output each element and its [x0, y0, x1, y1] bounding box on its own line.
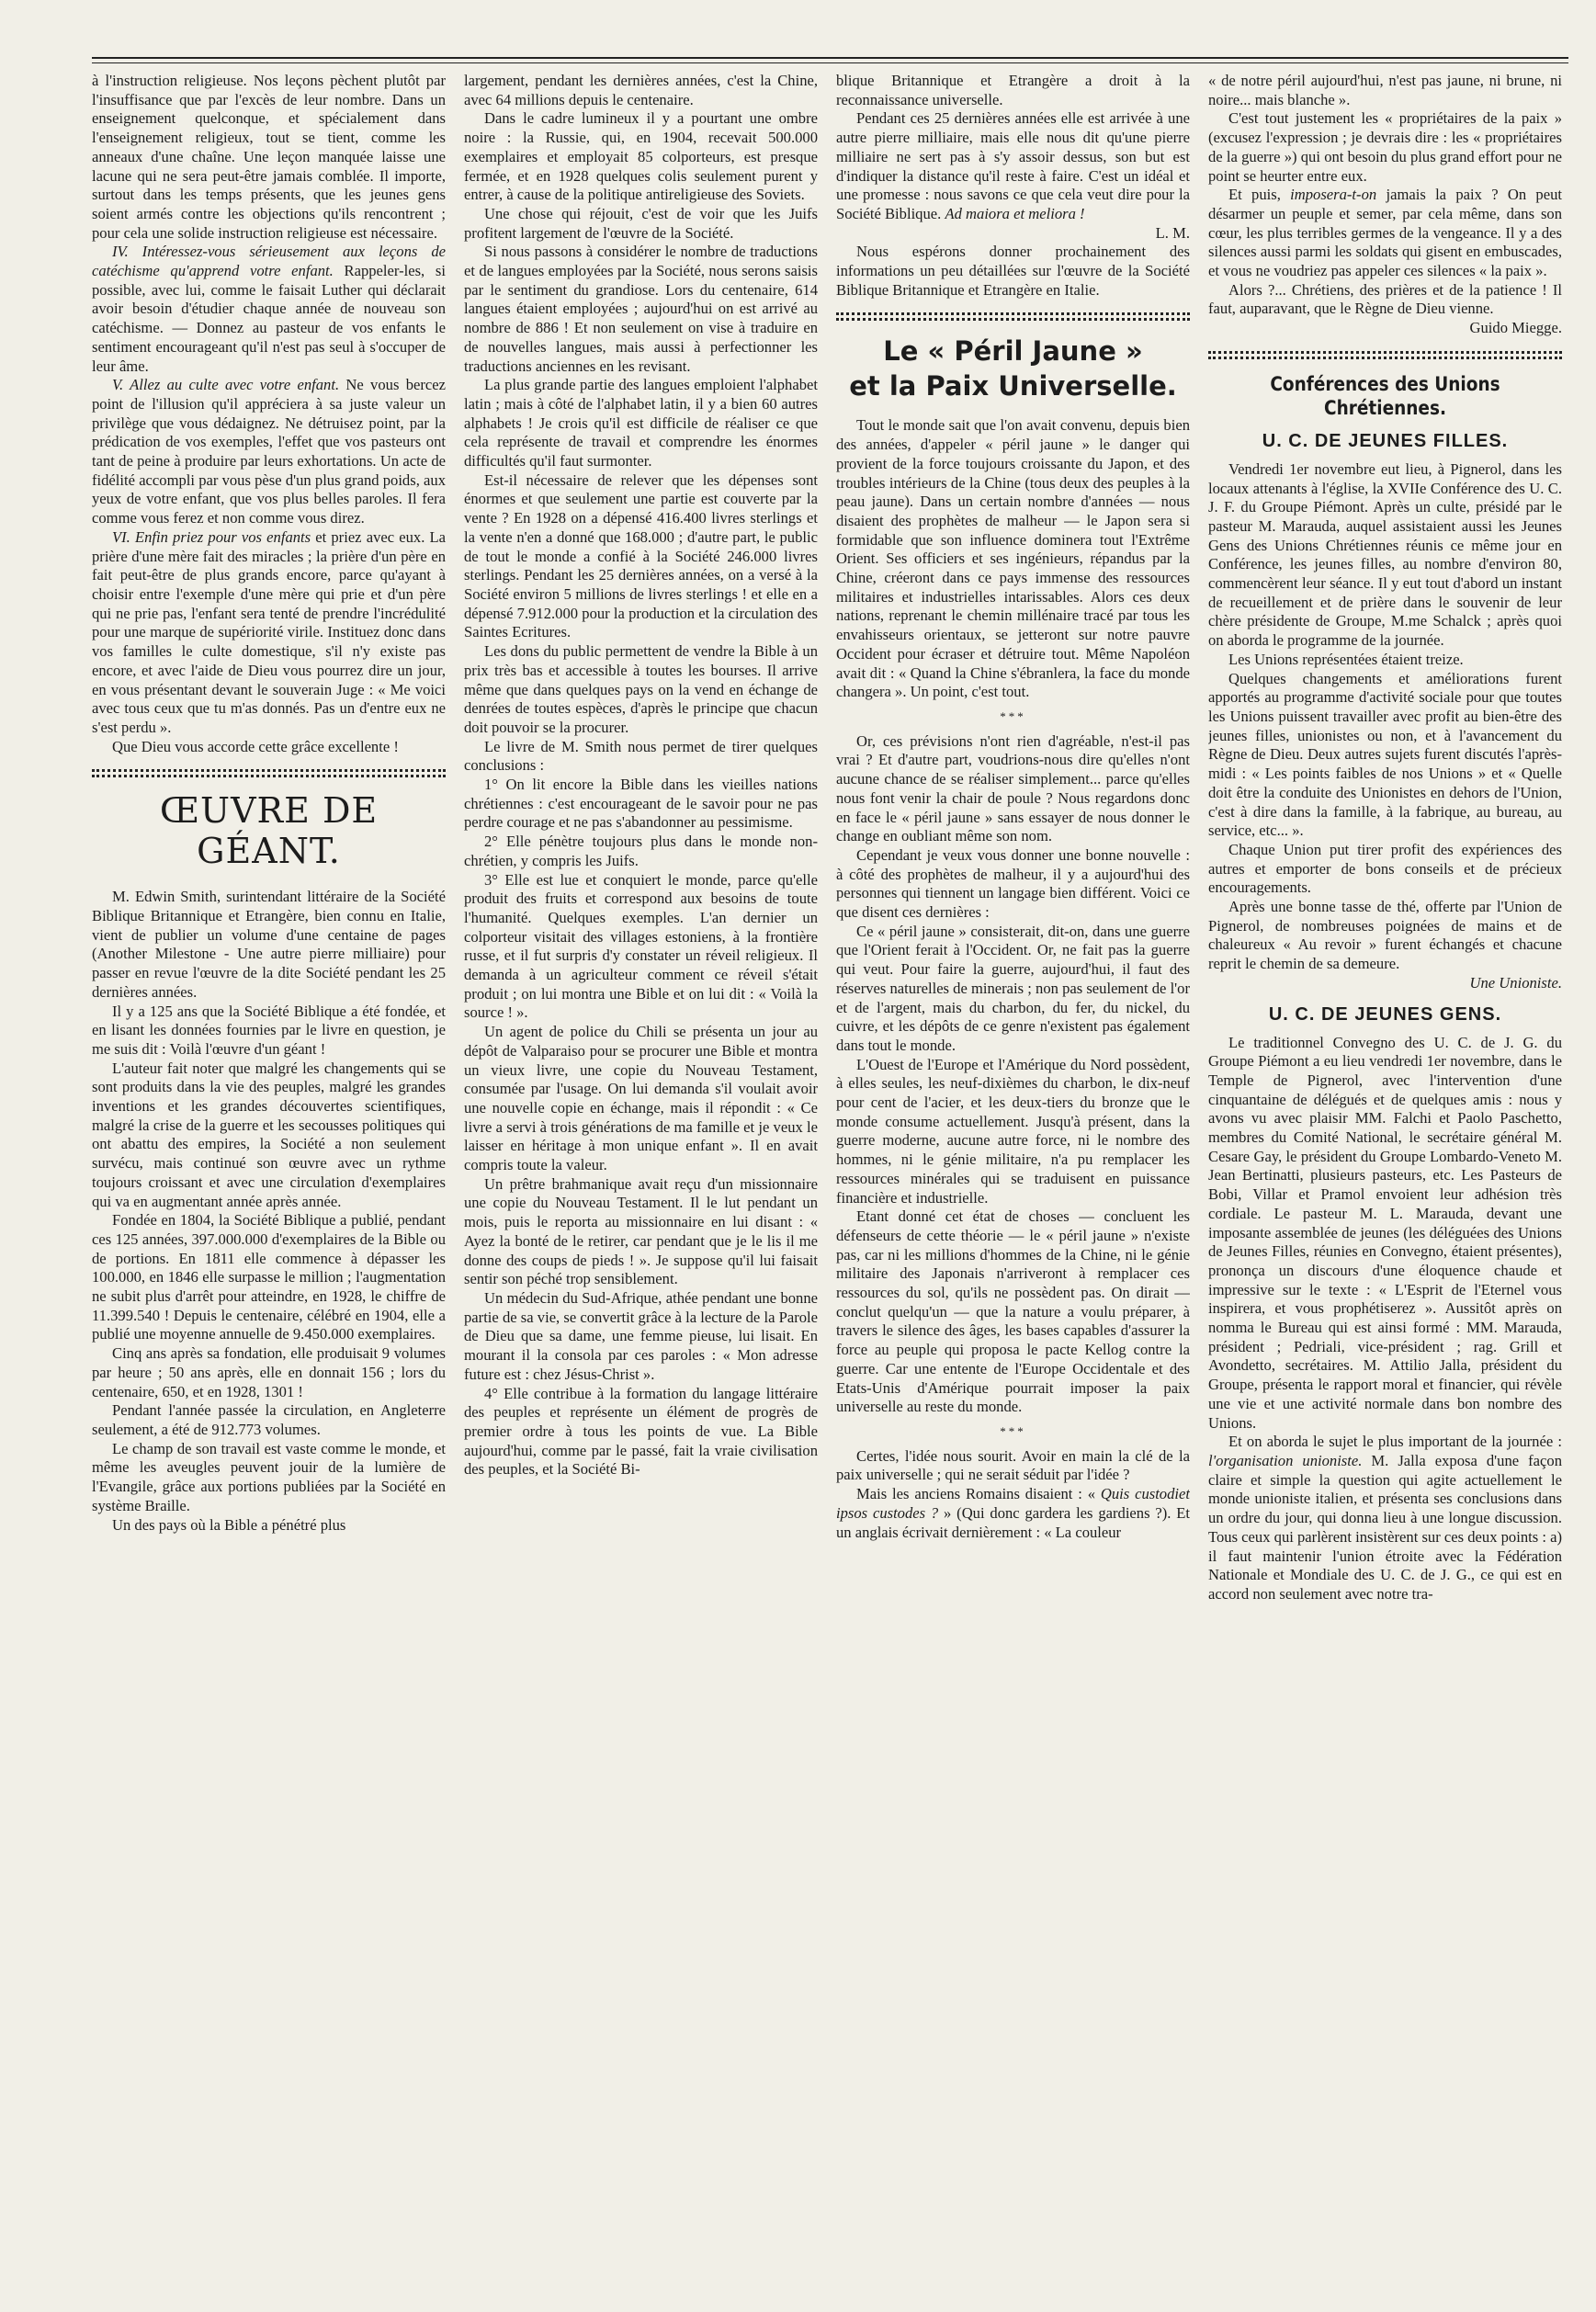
column-4: [1208, 72, 1562, 2303]
paragraph: Les Unions représentées étaient treize.: [1228, 650, 1464, 668]
paragraph: Un agent de police du Chili se présenta un jour au dépôt de Valparaiso pour se procurer une Bible et montra un vieux livre, une copie du Nouveau Testament, consumée par l'usage. On lui demanda s'il voulait avoir une nouvelle copie en échange, mais il répondit : « Ce livre a servi à trois générations de ma famille et je veux le laisser en héritage à mon unique enfant ». Il en avait compris toute la valeur.: [464, 1023, 818, 1174]
paragraph-body: jamais la paix ? On peut désarmer un peuple et semer, par cela même, dans son cœur, les plus terribles germes de la vengeance. Il y a des silences aussi parmi les soldats qui gisent en embuscades, et vous ne voudriez pas appeler ces silences « la paix ».: [1208, 186, 1562, 280]
paragraph: Certes, l'idée nous sourit. Avoir en main la clé de la paix universelle ; qui ne serait séduit par l'idée ?: [836, 1446, 1190, 1484]
paragraph: « de notre péril aujourd'hui, n'est pas jaune, ni brune, ni noire... mais blanche ».: [1208, 72, 1562, 108]
paragraph: [92, 376, 446, 528]
paragraph-lead: V. Allez au culte avec votre enfant.: [112, 376, 340, 394]
paragraph-body: Pendant ces 25 dernières années elle est arrivée à une autre pierre milliaire, mais elle nous dit qu'une pierre milliaire ne sert pas à s'y assoir dessus, son but est d'indiquer la distance qu'il reste à faire. C'est un idéal et une promesse : nous savons ce que cela veut dire pour la Société Biblique.: [836, 109, 1190, 222]
paragraph: 4° Elle contribue à la formation du langage littéraire des peuples et représente un élément de progrès de premier ordre à tous les points de vue. La Bible aujourd'hui, comme par le passé, fait la vraie civilisation des peuples, et la Société Bi-: [464, 1384, 818, 1479]
paragraph-body: et priez avec eux. La prière d'une mère fait des miracles ; la prière d'un père en fait peut-être de plus grands encore, parce qu'ayant à choisir entre l'exemple d'une mère qui prie et d'un père qui ne prie pas, l'enfant sera tenté de prendre l'incrédulité pour une marque de supériorité virile. Instituez donc dans vos familles le culte domestique, s'il n'y existe pas encore, et avec l'aide de Dieu vous pourrez dire un jour, en vous présentant devant le souverain Juge : « Me voici avec tous ceux que tu m'as donnés. Pas un d'entre eux ne s'est perdu ».: [92, 527, 446, 736]
paragraph: Le traditionnel Convegno des U. C. de J. G. du Groupe Piémont a eu lieu vendredi 1er novembre, dans le Temple de Pignerol, avec l'intervention d'une cinquantaine de délégués et de quelques amis : nous y avons vu avec plaisir MM. Falchi et Paolo Paschetto, membres du Comité National, le secrétaire général M. Cesare Gay, le président du Groupe Lombardo-Veneto M. Jean Bertinatti, plusieurs pasteurs, etc. Les Pasteurs de Bobi, Villar et Pramol envoient leur adhésion très cordiale. Le pasteur M. L. Marauda, devant une imposante assemblée de jeunes (les déléguées des Unions de Jeunes Filles, réunies en Convegno, étaient présentes), prononça un discours d'une éloquence chaude et impressive sur le texte : « L'Esprit de l'Eternel vous inspirera, et vous prophétiserez ». Aussitôt après on nomma le Bureau qui est ainsi formé : MM. Marauda, président ; Pedriali, vice-président ; rag. Grill et Avondetto, secrétaires. M. Attilio Jalla, président du Groupe, présenta le rapport moral et financier, qui révèle une vie et une activité normale dans bon nombre des Unions.: [1208, 1033, 1562, 1432]
paragraph: Si nous passons à considérer le nombre de traductions et de langues employées par la Société, nous serons saisis par le sentiment du grandiose. Lors du centenaire, 614 langues étaient employées ; aujourd'hui on est arrivé au nombre de 886 ! Et non seulement on vise à traduire en de nouvelles langues, mais aussi à perfectionner les traductions anciennes en les revisant.: [464, 243, 818, 375]
column-1: [92, 72, 446, 2303]
paragraph: Dans le cadre lumineux il y a pourtant une ombre noire : la Russie, qui, en 1904, recevait 500.000 exemplaires et employait 85 colporteurs, est presque fermée, et en 1928 quelques colis seulement purent y entrer, à cause de la politique antireligieuse des Soviets.: [464, 109, 818, 204]
paragraph: largement, pendant les dernières années, c'est la Chine, avec 64 millions depuis le centenaire.: [464, 72, 818, 108]
paragraph: L'auteur fait noter que malgré les changements qui se sont produits dans la vie des peuples, malgré les grandes inventions et les grandes découvertes scientifiques, malgré la crise de la guerre et les secousses politiques qui ont abattu des empires, la Société a non seulement survécu, mais continué son œuvre avec un rythme toujours croissant et avec une circulation d'exemplaires qui va en augmentant année après année.: [92, 1059, 446, 1210]
paragraph-body: Mais les anciens Romains disaient : «: [856, 1485, 1101, 1503]
paragraph: Pendant l'année passée la circulation, en Angleterre seulement, a été de 912.773 volumes.: [92, 1401, 446, 1438]
asterism: ***: [1000, 708, 1026, 723]
paragraph-body: Ne vous bercez point de l'illusion qu'il appréciera à sa juste valeur un privilège que vous dédaignez. Ne détruisez point, par la prédication de vos exemples, l'effet que vos pasteurs ont tant de peine à produire par leurs exhortations. Un acte de fidélité accompli par vous pèse d'un plus grand poids, aux yeux de votre enfant, que vos plus belles paroles. Il fera comme vous ferez et non comme vous direz.: [92, 376, 446, 527]
paragraph: à l'instruction religieuse. Nos leçons pèchent plutôt par l'insuffisance que par l'excès de leur nombre. Dans un enseignement quelconque, et spécialement dans l'enseignement religieux, tout se tient, comme les anneaux d'une chaîne. Une leçon manquée laisse une lacune qui ne sera peut-être jamais comblée. Il importe, surtout dans les temps présents, que les jeunes gens soient armés contre les objections qu'ils rencontrent ; pour cela une solide instruction religieuse est nécessaire.: [92, 72, 446, 242]
paragraph: Une chose qui réjouit, c'est de voir que les Juifs profitent largement de l'œuvre de la Société.: [464, 204, 818, 242]
paragraph: Etant donné cet état de choses — concluent les défenseurs de cette théorie — le « péril jaune » n'existe pas, car ni les millions d'hommes de la Chine, ni le génie militaire des Japonais n'arriveront à remplacer ces ressources du sol, qu'ils ne possèdent pas. On dirait — conclut quelqu'un — que la nature a voulu préparer, à travers le silence des âges, les bases capables d'assurer la force au peuple qui proposa le pacte Kellog contre la guerre. Car une entente de l'Europe Occidentale et des Etats-Unis d'Amérique pourrait imposer la paix universelle au reste du monde.: [836, 1207, 1190, 1416]
column-3: [836, 72, 1190, 2303]
paragraph-body: » (Qui donc gardera les gardiens ?). Et un anglais écrivait dernièrement : « La couleur: [836, 1503, 1190, 1541]
paragraph: Nous espérons donner prochainement des informations un peu détaillées sur l'œuvre de la Société Biblique Britannique et Etrangère en Italie.: [836, 243, 1190, 299]
column-2: [464, 72, 818, 2303]
paragraph-body: Et on aborda le sujet le plus important de la journée :: [1228, 1433, 1562, 1451]
paragraph: [92, 528, 446, 738]
paragraph: Le champ de son travail est vaste comme le monde, et même les aveugles peuvent jouir de la lumière de l'Evangile, grâce aux portions publiées par la Société en système Braille.: [92, 1439, 446, 1514]
paragraph: Vendredi 1er novembre eut lieu, à Pignerol, dans les locaux attenants à l'église, la XVIIe Conférence des U. C. J. F. du Groupe Piémont. Après un culte, présidé par le pasteur M. Marauda, auquel assistaient aussi les Jeunes Gens des Unions Chrétiennes réunis ce même jour en Conférence, les jeunes filles, au nombre d'environ 80, commencèrent leur séance. Il y eut tout d'abord un instant de recueillement et de prière dans le souvenir de leur chère présidente de Groupe, M.me Schalck ; après quoi on aborda le programme de la journée.: [1208, 459, 1562, 650]
headline-line-1: Le « Péril Jaune »: [883, 335, 1143, 368]
paragraph: Quelques changements et améliorations furent apportés au programme d'activité sociale pour que toutes les Unions puissent travailler avec profit au bien-être des jeunes filles, unionistes ou non, et à l'avancement du Règne de Dieu. Deux autres sujets furent discutés l'après-midi : « Les points faibles de nos Unions » et « Quelle doit être la conduite des Unionistes en dehors de l'Union, c'est à dire dans la famille, à la fabrique, au bureau, au service, etc... ».: [1208, 669, 1562, 840]
headline-line-2: et la Paix Universelle.: [849, 370, 1177, 402]
paragraph: Alors ?... Chrétiens, des prières et de la patience ! Il faut, auparavant, que le Règne de Dieu vienne.: [1208, 280, 1562, 318]
paragraph: [836, 109, 1190, 223]
section-divider: [836, 312, 1190, 321]
section-divider: [1208, 351, 1562, 359]
paragraph: Le livre de M. Smith nous permet de tirer quelques conclusions :: [464, 737, 818, 775]
paragraph-body: Rappeler-les, si possible, avec lui, comme le faisait Luther qui déclarait avoir besoin d'étudier chaque année de nouveau son catéchisme. — Donnez au pasteur de vos enfants le sentiment encourageant qu'il n'est pas seul à s'occuper de leur âme.: [92, 262, 446, 375]
paragraph-body: Et puis,: [1228, 186, 1291, 204]
paragraph: Cinq ans après sa fondation, elle produisait 9 volumes par heure ; 50 ans après, elle en donnait 156 ; lors du centenaire, 650, et en 1928, 1301 !: [92, 1344, 446, 1400]
paragraph-lead: IV. Intéressez-vous sérieusement aux leçons de catéchisme qu'apprend votre enfant.: [92, 243, 446, 280]
paragraph: [92, 243, 446, 376]
signature: [1208, 974, 1562, 993]
paragraph: Ce « péril jaune » consisterait, dit-on, dans une guerre que l'Orient ferait à l'Occident. Or, ne fait pas la guerre qui veut. Pour faire la guerre, aujourd'hui, il faut des réserves naturelles de minerais ; non pas seulement de l'or et de l'argent, mais du charbon, du fer, du nickel, du cuivre, et les dépôts de ce genre n'existent pas également dans tout le monde.: [836, 922, 1190, 1054]
section-divider: [92, 769, 446, 777]
latin-quote: Quis custodiet ipsos custodes ?: [836, 1485, 1190, 1522]
paragraph: Or, ces prévisions n'ont rien d'agréable, n'est-il pas vrai ? Et d'autre part, voudrions-nous dire qu'elles n'ont aucune chance de se réaliser simplement... parce qu'elles nous font venir la chair de poule ? Nous regardons donc en face le « péril jaune » sans essayer de nous donner le change en oubliant même son nom.: [836, 731, 1190, 845]
paragraph: Fondée en 1804, la Société Biblique a publié, pendant ces 125 années, 397.000.000 d'exemplaires de la Bible ou de portions. En 1811 elle commence à dépasser les 100.000, en 1846 elle surpasse le million ; l'augmentation ne subit plus d'arrêt pour atteindre, en 1928, le chiffre de 11.399.540 ! Depuis le centenaire, célébré en 1904, elle a publié une moyenne annuelle de 9.450.000 exemplaires.: [92, 1211, 446, 1343]
paragraph: Tout le monde sait que l'on avait convenu, depuis bien des années, d'appeler « péril jaune » le danger qui provient de la force toujours croissante du Japon, et des troubles intérieurs de la Chine (tous deux des peuples à la peau jaune). Dans un certain nombre d'années — nous disaient des prophètes de malheur — le Japon sera si formidable que son influence dominera tout l'Extrême Orient. Ses officiers et ses ingénieurs, répandus par la Chine, créeront dans ce pays immense des ressources militaires et industrielles intarissables. Alors ces deux nations, reprenant le chemin millénaire tracé par tous les envahisseurs orientaux, se jetteront sur notre pauvre Occident pour écraser et détruire tout. Même Napoléon avait dit : « Quand la Chine s'ébranlera, la face du monde changera ». Un point, c'est tout.: [836, 416, 1190, 701]
paragraph: 1° On lit encore la Bible dans les vieilles nations chrétiennes : c'est encourageant de le savoir pour ne pas perdre courage et ne pas s'abandonner au pessimisme.: [464, 776, 818, 832]
asterism: ***: [1000, 1424, 1026, 1438]
paragraph-lead: VI. Enfin priez pour vos enfants: [112, 527, 311, 546]
paragraph: La plus grande partie des langues emploient l'alphabet latin ; mais à côté de l'alphabet latin, il y a bien 60 autres alphabets ! Je crois qu'il est difficile de réaliser ce que cela représente de travail et comprendre les énormes difficultés qu'il faut surmonter.: [464, 376, 818, 470]
paragraph: 2° Elle pénètre toujours plus dans le monde non-chrétien, y compris les Juifs.: [464, 833, 818, 869]
article-headline: [836, 334, 1190, 403]
paragraph: Un des pays où la Bible a pénétré plus: [112, 1515, 346, 1534]
top-rule: [92, 57, 1568, 63]
section-heading: Conférences des Unions Chrétiennes.: [1270, 372, 1500, 419]
paragraph: Chaque Union put tirer profit des expériences des autres et emporter de bons conseils et de précieux encouragements.: [1208, 840, 1562, 897]
sub-heading: U. C. DE JEUNES GENS.: [1268, 1003, 1502, 1025]
paragraph: Il y a 125 ans que la Société Biblique a été fondée, et en lisant les données fournies par le livre en question, je me suis dit : Voilà l'œuvre d'un géant !: [92, 1002, 446, 1058]
emphasis: imposera-t-on: [1290, 186, 1377, 204]
paragraph: [1208, 1433, 1562, 1604]
paragraph: Un prêtre brahmanique avait reçu d'un missionnaire une copie du Nouveau Testament. Il le lut pendant un mois, puis le reporta au missionnaire en lui disant : « Ayez la bonté de le retirer, car pendant que je le lis il me donne des coups de pieds ! ». Je suppose qu'il lui faisait sentir son péché trop sensiblement.: [464, 1174, 818, 1288]
paragraph: blique Britannique et Etrangère a droit à la reconnaissance universelle.: [836, 72, 1190, 108]
columns: [92, 72, 1568, 2303]
paragraph: Après une bonne tasse de thé, offerte par l'Union de Pignerol, de nombreuses poignées de mains et de chaleureux « Au revoir » furent échangés et chacune reprit le chemin de sa demeure.: [1208, 898, 1562, 973]
article-title: ŒUVRE DE GÉANT.: [159, 790, 379, 872]
paragraph: L'Ouest de l'Europe et l'Amérique du Nord possèdent, à elles seules, les neuf-dixièmes du charbon, le dix-neuf pour cent de l'acier, et les deux-tiers du bronze que le monde consume actuellement. Jusqu'à présent, dans la guerre moderne, aucune autre force, ni le nombre des hommes, ni le génie militaire, n'a pu remplacer les ressources minérales qui se traduisent en puissance financière et industrielle.: [836, 1055, 1190, 1207]
signature: L. M.: [1155, 223, 1190, 242]
emphasis: l'organisation unioniste.: [1208, 1452, 1363, 1469]
signature-text: Une Unioniste.: [1469, 973, 1562, 992]
sub-heading: U. C. DE JEUNES FILLES.: [1262, 430, 1509, 451]
signature: Guido Miegge.: [1469, 319, 1562, 337]
paragraph: M. Edwin Smith, surintendant littéraire de la Société Biblique Britannique et Etrangère, bien connu en Italie, vient de publier un volume d'une centaine de pages (Another Milestone - Une autre pierre milliaire) pour passer en revue l'œuvre de la dite Société pendant les 25 dernières années.: [92, 888, 446, 1001]
paragraph: [836, 1485, 1190, 1542]
paragraph: Un médecin du Sud-Afrique, athée pendant une bonne partie de sa vie, se convertit grâce à la lecture de la Parole de Dieu que sa dame, une femme pieuse, lui lisait. En mourant il la consola par ces paroles : « Mon adresse future est : chez Jésus-Christ ».: [464, 1289, 818, 1383]
paragraph: Est-il nécessaire de relever que les dépenses sont énormes et que seulement une partie est couverte par la vente ? En 1928 on a dépensé 416.400 livres sterlings et la vente n'en a donné que 168.000 ; d'autre part, le public de tout le monde a confié à la Société 246.000 livres sterlings. Pendant les 25 dernières années, on a versé à la Société environ 5 millions de livres sterlings ! et elle en a dépensé 7.912.000 pour la production et la circulation des Saintes Ecritures.: [464, 470, 818, 641]
paragraph-body: M. Jalla exposa d'une façon claire et simple la question qui agite actuellement le monde unioniste italien, et présenta ses conclusions dans un ordre du jour, qui donna lieu à une longue discussion. Tous ceux qui parlèrent insistèrent sur ces deux points : a) il faut maintenir l'union étroite avec la Fédération Nationale et Mondiale des U. C. de J. G., ce qui est en accord non seulement avec notre tra-: [1208, 1452, 1562, 1603]
paragraph: [1208, 186, 1562, 281]
paragraph: C'est tout justement les « propriétaires de la paix » (excusez l'expression ; je devrais dire : les « propriétaires de la guerre ») qui ont besoin du plus grand effort pour ne point se heurter entre eux.: [1208, 109, 1562, 185]
paragraph: 3° Elle est lue et conquiert le monde, parce qu'elle produit des fruits et correspond aux besoins de toute l'humanité. Quelques exemples. L'an dernier un colporteur visitait des villages estoniens, à la frontière russe, et il fut surpris d'y constater un réveil religieux. Il demanda à un agriculteur comment ce réveil s'était produit ; on lui montra une Bible et on lui dit : « Voilà la source ! ».: [464, 870, 818, 1022]
paragraph-motto: Ad maiora et meliora !: [945, 204, 1085, 222]
paragraph: Cependant je veux vous donner une bonne nouvelle : à côté des prophètes de malheur, il y a aujourd'hui des personnes qui tiennent un langage bien différent. Voici ce que disent ces dernières :: [836, 845, 1190, 922]
paragraph: Que Dieu vous accorde cette grâce excellente !: [112, 737, 399, 755]
paragraph: Les dons du public permettent de vendre la Bible à un prix très bas et accessible à toutes les bourses. Il arrive même que dans quelques pays on la vend en échange de denrées de toutes espèces, d'après le principe que chacun doit pouvoir se la procurer.: [464, 642, 818, 736]
